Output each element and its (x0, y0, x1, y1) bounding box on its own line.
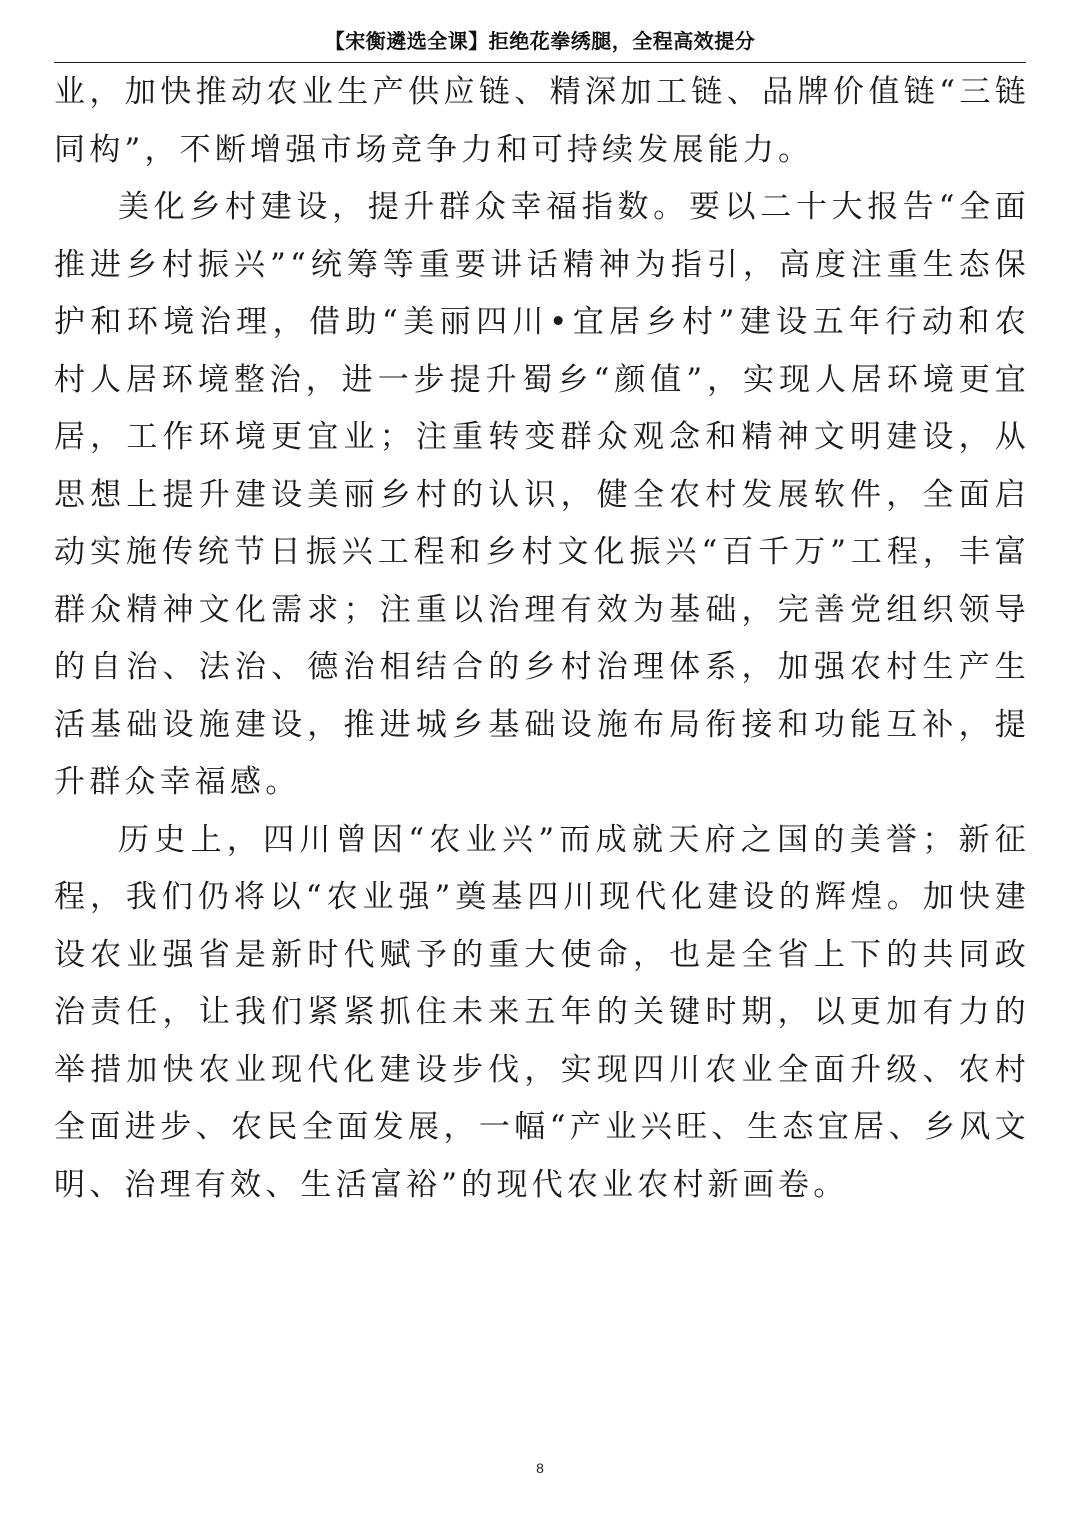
paragraph-beautify-villages: 美化乡村建设，提升群众幸福指数。要以二十大报告“全面推进乡村振兴”“统筹等重要讲话精神为指引，高度注重生态保护和环境治理，借助“美丽四川•宜居乡村”建设五年行动和农村人居环境整治，进一步提升蜀乡“颜值”，实现人居环境更宜居，工作环境更宜业；注重转变群众观念和精神文明建设，从思想上提升建设美丽乡村的认识，健全农村发展软件，全面启动实施传统节日振兴工程和乡村文化振兴“百千万”工程，丰富群众精神文化需求；注重以治理有效为基础，完善党组织领导的自治、法治、德治相结合的乡村治理体系，加强农村生产生活基础设施建设，推进城乡基础设施布局衔接和功能互补，提升群众幸福感。 (54, 189, 1030, 800)
paragraph-continued: 业，加快推动农业生产供应链、精深加工链、品牌价值链“三链同构”，不断增强市场竞争力和可持续发展能力。 (54, 74, 1030, 168)
header-divider (54, 62, 1026, 63)
page-number: 8 (536, 1460, 544, 1476)
document-body (54, 64, 1030, 1214)
page-header: 【宋衡遴选全课】拒绝花拳绣腿，全程高效提分 (324, 29, 756, 53)
paragraph-history-conclusion: 历史上，四川曾因“农业兴”而成就天府之国的美誉；新征程，我们仍将以“农业强”奠基四川现代化建设的辉煌。加快建设农业强省是新时代赋予的重大使命，也是全省上下的共同政治责任，让我们紧紧抓住未来五年的关键时期，以更加有力的举措加快农业现代化建设步伐，实现四川农业全面升级、农村全面进步、农民全面发展，一幅“产业兴旺、生态宜居、乡风文明、治理有效、生活富裕”的现代农业农村新画卷。 (54, 821, 1030, 1203)
